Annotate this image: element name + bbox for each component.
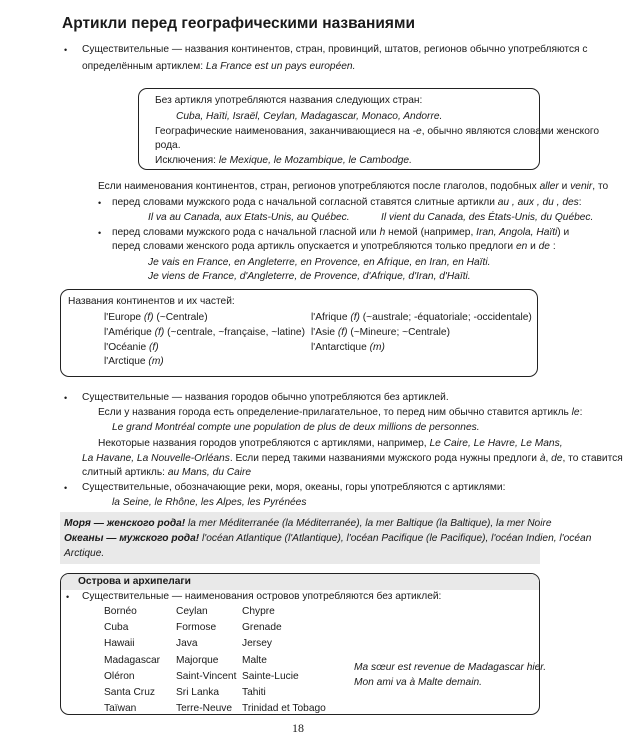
box1-line-4: рода. (155, 140, 181, 151)
island-name: Malte (242, 654, 267, 666)
box1-exceptions (155, 154, 412, 168)
islands-bullet: Существительные — наименования островов употребляются без артиклей: (82, 591, 442, 602)
example-viens: Je viens de France, d'Angleterre, de Provence, d'Afrique, d'Iran, d'Haïti. (148, 271, 471, 282)
b2-h: h (379, 227, 386, 238)
island-name: Java (176, 638, 198, 650)
continent-america (104, 326, 305, 341)
page-number: 18 (292, 721, 304, 735)
island-name: Bornéo (104, 606, 137, 617)
islands-column-2 (176, 604, 236, 717)
gender: (f) (337, 326, 348, 338)
box1-line-3 (155, 125, 599, 139)
island-name: Sri Lanka (176, 686, 220, 698)
b2-examples: Iran, Angola, Haïti (476, 227, 558, 238)
continent-detail: (~australe; -équatoriale; -occidentale) (359, 312, 532, 323)
cities-l5-post: , то ставится (562, 453, 623, 464)
continents-right-column (311, 311, 532, 355)
island-name: Formose (176, 622, 217, 634)
verb-aller: aller (539, 181, 559, 192)
continent-arctic (104, 355, 305, 370)
continent-name: l'Afrique (311, 312, 351, 323)
island-name: Ceylan (176, 606, 208, 617)
island-name: Madagascar (104, 654, 161, 666)
gender: (f) (148, 341, 159, 353)
islands-column-3 (242, 604, 326, 717)
b1-text: перед словами мужского рода с начальной согласной ставятся слитные артикли (112, 197, 498, 208)
box1-line3-pre: Географические наименования, заканчивающиеся на (155, 126, 413, 137)
gender: (f) (154, 326, 165, 338)
seas-list: la mer Méditerranée (la Méditerranée), la mer Baltique (la Baltique), la mer Noire (185, 518, 552, 529)
cities-bullet-2: Существительные, обозначающие реки, моря, океаны, горы употребляются с артиклями: (82, 482, 506, 493)
cities-l2-text: Если у названия города есть определение-прилагательное, то перед ним обычно ставится артикль (98, 407, 572, 418)
continent-antarctic (311, 341, 532, 356)
intro-example: La France est un pays européen. (205, 61, 356, 72)
oceans-list: l'océan Atlantique (l'Atlantique), l'océan Pacifique (le Pacifique), l'océan Indien, l'océan (199, 533, 592, 544)
island-name: Saint-Vincent (176, 670, 237, 682)
bullet-marker: • (64, 45, 68, 55)
b2-post: ) и (557, 227, 570, 238)
bullet-marker: • (66, 592, 70, 602)
continent-oceania (104, 341, 305, 356)
continent-name: l'Europe (104, 312, 144, 323)
madagascar-example: Ma sœur est revenue de Madagascar hier. (354, 662, 547, 673)
island-name: Santa Cruz (104, 686, 155, 698)
island-name: Grenade (242, 622, 282, 634)
cities-line-5 (82, 452, 623, 466)
box1-ending-e: -e (412, 126, 422, 137)
intro-text: определённым артиклем: (82, 61, 206, 72)
cities-l5-examples: La Havane, La Nouvelle-Orléans (82, 453, 230, 464)
b2-and: и (527, 241, 539, 252)
example-vient: Il vient du Canada, des États-Unis, du Québec. (381, 212, 594, 223)
continents-left-column (104, 311, 305, 370)
island-name: Majorque (176, 654, 219, 666)
prep-en: en (515, 241, 528, 252)
bullet-marker: • (98, 228, 102, 238)
verbs-post: , то (592, 181, 609, 192)
verb-venir: venir (570, 181, 593, 192)
example-vais: Je vais en France, en Angleterre, en Provence, en Afrique, en Iran, en Haïti. (148, 257, 491, 268)
box1-line-1: Без артикля употребляются названия следующих стран: (155, 95, 423, 106)
comma: , (545, 453, 552, 464)
oceans-line-3: Arctique. (64, 548, 105, 559)
island-name: Chypre (242, 606, 275, 617)
verbs-bullet-2 (112, 226, 569, 240)
prep-de: de (551, 453, 563, 464)
malte-example: Mon ami va à Malte demain. (354, 677, 482, 688)
cities-line-4 (98, 437, 563, 451)
box1-line3-post: , обычно являются словами женского (421, 126, 600, 137)
cities-l4-text: Некоторые названия городов употребляются с артиклями, например, (98, 438, 430, 449)
island-name: Taïwan (104, 703, 137, 715)
gender: (f) (143, 312, 154, 323)
intro-line-1: Существительные — названия континентов, стран, провинций, штатов, регионов обычно употребляются с (82, 44, 588, 55)
gender: (m) (148, 356, 164, 368)
cities-line-6 (82, 466, 251, 480)
cities-l5-text: . Если перед такими названиями мужского рода нужны предлоги (229, 453, 540, 464)
article-le: le (571, 407, 580, 418)
island-name: Sainte-Lucie (242, 670, 299, 682)
box1-countries: Cuba, Haïti, Israël, Ceylan, Madagascar, Monaco, Andorre. (176, 111, 443, 122)
continent-name: l'Amérique (104, 326, 155, 338)
island-name: Hawaii (104, 638, 135, 650)
bullet-marker: • (98, 198, 102, 208)
b2-line2-text: перед словами женского рода артикль опускается и употребляются только предлоги (112, 241, 516, 252)
b1-post: : (578, 197, 582, 208)
rivers-example: la Seine, le Rhône, les Alpes, les Pyrénées (112, 497, 307, 508)
island-name: Tahiti (242, 686, 266, 698)
island-name: Oléron (104, 670, 135, 682)
verbs-and: и (558, 181, 571, 192)
island-name: Cuba (104, 622, 129, 634)
cities-l4-examples: Le Caire, Le Havre, Le Mans, (429, 438, 563, 449)
example-va: Il va au Canada, aux Etats-Unis, au Québec. (148, 212, 350, 223)
continent-name: l'Antarctique (311, 341, 370, 353)
continent-detail: (~centrale, ~française, ~latine) (164, 326, 305, 338)
continent-europe (104, 311, 305, 326)
bullet-marker: • (64, 483, 68, 493)
continent-detail: (~Centrale) (153, 312, 208, 323)
continent-name: l'Asie (311, 326, 338, 338)
oceans-gender-note: Океаны — мужского рода! (64, 533, 200, 544)
page-title: Артикли перед географическими названиями (62, 15, 415, 32)
cities-bullet-1: Существительные — названия городов обычно употребляются без артиклей. (82, 392, 449, 403)
continents-heading: Названия континентов и их частей: (68, 296, 235, 307)
exceptions-label: Исключения: (155, 155, 219, 166)
bullet-marker: • (64, 393, 68, 403)
oceans-line (64, 532, 591, 546)
island-name: Jersey (242, 638, 273, 650)
island-name: Trinidad et Tobago (242, 703, 326, 715)
cities-l2-post: : (579, 407, 583, 418)
verbs-bullet-1 (112, 196, 582, 210)
exceptions-list: le Mexique, le Mozambique, le Cambodge. (218, 155, 412, 166)
b2-mid: немой (например, (385, 227, 477, 238)
b1-articles: au , aux , du , des (497, 197, 579, 208)
intro-line-2 (82, 60, 355, 74)
cities-line-2 (98, 406, 582, 420)
verbs-line-1 (98, 180, 608, 194)
islands-heading: Острова и архипелаги (78, 576, 191, 587)
continent-name: l'Océanie (104, 341, 149, 353)
montreal-example: Le grand Montréal compte une population de plus de deux millions de personnes. (112, 422, 480, 433)
cities-l6-examples: au Mans, du Caire (167, 467, 252, 478)
verbs-bullet-2-line-2 (112, 240, 556, 254)
gender: (f) (350, 312, 360, 323)
continent-asia (311, 326, 532, 341)
verbs-text: Если наименования континентов, стран, регионов употребляются после глаголов, подобных (98, 181, 540, 192)
seas-gender-note: Моря — женского рода! (64, 518, 186, 529)
island-name: Terre-Neuve (176, 703, 233, 715)
b2-text: перед словами мужского рода с начальной гласной или (112, 227, 380, 238)
b2-line2-post: : (549, 241, 556, 252)
continent-name: l'Arctique (104, 356, 149, 368)
continent-africa (311, 311, 532, 326)
prep-a: à (539, 453, 546, 464)
islands-column-1 (104, 604, 160, 717)
cities-l6-text: слитный артикль: (82, 467, 168, 478)
continent-detail: (~Mineure; ~Centrale) (347, 326, 450, 338)
prep-de: de (538, 241, 550, 252)
seas-line (64, 517, 552, 531)
gender: (m) (369, 341, 385, 353)
